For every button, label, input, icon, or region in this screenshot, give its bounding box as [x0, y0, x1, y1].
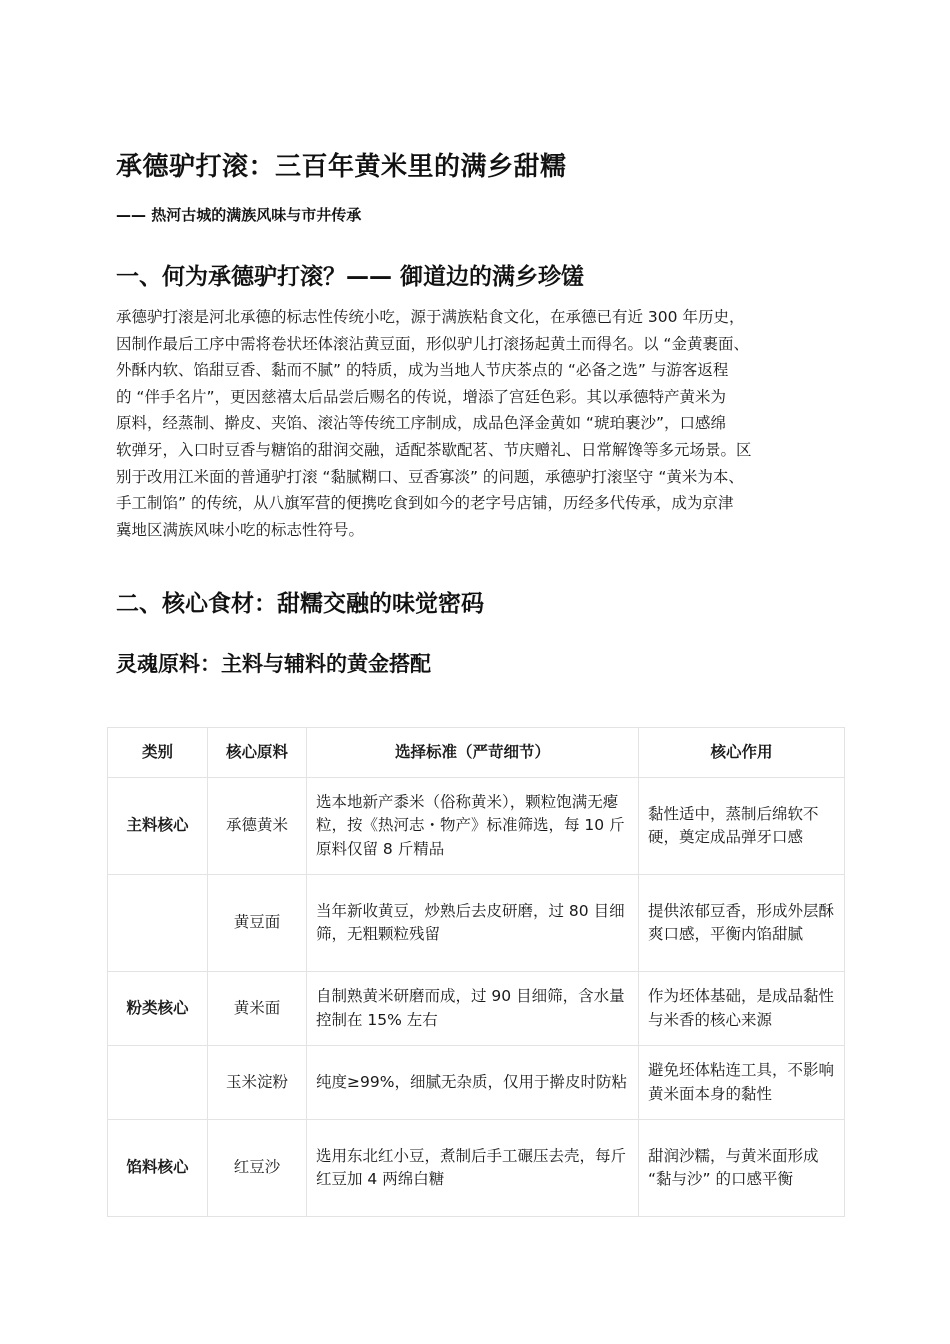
paragraph-line: 承德驴打滚是河北承德的标志性传统小吃，源于满族粘食文化，在承德已有近 300 年历史，: [116, 308, 745, 326]
cell-category: 粉类核心: [108, 972, 208, 1046]
paragraph-line: 外酥内软、馅甜豆香、黏而不腻” 的特质，成为当地人节庆茶点的 “必备之选” 与游客返程: [116, 361, 729, 380]
cell-standard: 当年新收黄豆，炒熟后去皮研磨，过 80 目细筛，无粗颗粒残留: [307, 875, 639, 972]
cell-category: 馅料核心: [108, 1120, 208, 1217]
cell-role: 提供浓郁豆香，形成外层酥爽口感，平衡内馅甜腻: [639, 875, 845, 972]
cell-role: 避免坯体粘连工具，不影响黄米面本身的黏性: [639, 1046, 845, 1120]
cell-material: 黄米面: [208, 972, 307, 1046]
cell-material: 黄豆面: [208, 875, 307, 972]
cell-standard: 纯度≥99%，细腻无杂质，仅用于擀皮时防粘: [307, 1046, 639, 1120]
section1-paragraph: [116, 304, 844, 543]
header-standard: 选择标准（严苛细节）: [307, 728, 639, 778]
section2-subheading: 灵魂原料：主料与辅料的黄金搭配: [116, 652, 431, 676]
cell-material: 玉米淀粉: [208, 1046, 307, 1120]
header-role: 核心作用: [639, 728, 845, 778]
cell-standard: 选本地新产黍米（俗称黄米），颗粒饱满无瘪粒，按《热河志・物产》标准筛选，每 10 斤原料仅留 8 斤精品: [307, 778, 639, 875]
page-title: 承德驴打滚：三百年黄米里的满乡甜糯: [116, 152, 567, 182]
table-row: [108, 778, 845, 875]
paragraph-line: 冀地区满族风味小吃的标志性符号。: [116, 520, 365, 539]
table-row: [108, 1046, 845, 1120]
section1-heading: 一、何为承德驴打滚？—— 御道边的满乡珍馐: [116, 264, 585, 290]
header-material: 核心原料: [208, 728, 307, 778]
cell-standard: 选用东北红小豆，煮制后手工碾压去壳，每斤红豆加 4 两绵白糖: [307, 1120, 639, 1217]
cell-category: [108, 875, 208, 972]
cell-category: [108, 1046, 208, 1120]
table-row: [108, 972, 845, 1046]
paragraph-line: 原料，经蒸制、擀皮、夹馅、滚沾等传统工序制成，成品色泽金黄如 “琥珀裹沙”，口感绵: [116, 414, 726, 433]
paragraph-line: 的 “伴手名片”，更因慈禧太后品尝后赐名的传说，增添了宫廷色彩。其以承德特产黄米为: [116, 387, 726, 406]
cell-material: 承德黄米: [208, 778, 307, 875]
page-subtitle: —— 热河古城的满族风味与市井传承: [116, 206, 362, 224]
cell-role: 黏性适中，蒸制后绵软不硬，奠定成品弹牙口感: [639, 778, 845, 875]
paragraph-line: 因制作最后工序中需将卷状坯体滚沾黄豆面，形似驴儿打滚扬起黄土而得名。以 “金黄裹面、: [116, 334, 749, 353]
cell-role: 甜润沙糯，与黄米面形成 “黏与沙” 的口感平衡: [639, 1120, 845, 1217]
paragraph-line: 手工制馅” 的传统，从八旗军营的便携吃食到如今的老字号店铺，历经多代传承，成为京津: [116, 494, 734, 513]
cell-role: 作为坯体基础，是成品黏性与米香的核心来源: [639, 972, 845, 1046]
table-header-row: [108, 728, 845, 778]
paragraph-line: 别于改用江米面的普通驴打滚 “黏腻糊口、豆香寡淡” 的问题，承德驴打滚坚守 “黄米为本、: [116, 467, 744, 486]
cell-material: 红豆沙: [208, 1120, 307, 1217]
table-row: [108, 1120, 845, 1217]
ingredients-table: [107, 727, 845, 1217]
section2-heading: 二、核心食材：甜糯交融的味觉密码: [116, 591, 484, 617]
cell-standard: 自制熟黄米研磨而成，过 90 目细筛，含水量控制在 15% 左右: [307, 972, 639, 1046]
header-category: 类别: [108, 728, 208, 778]
cell-category: 主料核心: [108, 778, 208, 875]
table-row: [108, 875, 845, 972]
paragraph-line: 软弹牙，入口时豆香与糖馅的甜润交融，适配茶歇配茗、节庆赠礼、日常解馋等多元场景。区: [116, 440, 752, 459]
